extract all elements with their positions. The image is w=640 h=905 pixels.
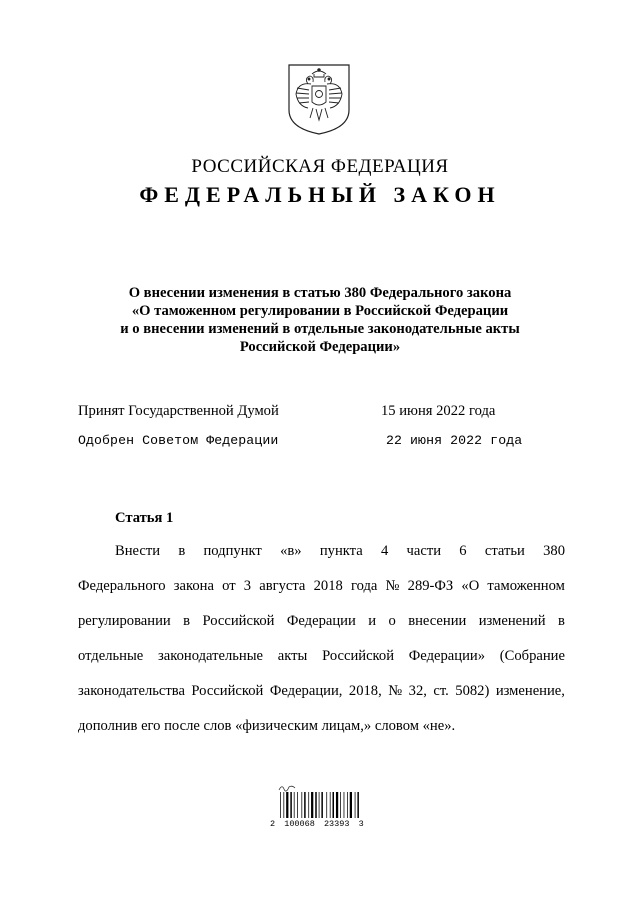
word: 3 xyxy=(243,578,252,594)
word: 2018 xyxy=(313,578,343,594)
barcode-bar xyxy=(304,792,306,818)
barcode-bar xyxy=(290,792,292,818)
word: (Собрание xyxy=(499,648,565,664)
word: подпункт xyxy=(203,543,262,559)
word: Российской xyxy=(202,613,275,629)
word: изменение, xyxy=(495,683,565,699)
word: от xyxy=(222,578,236,594)
word: в xyxy=(183,613,191,629)
word: 289-ФЗ xyxy=(407,578,454,594)
word: 6 xyxy=(459,543,467,559)
word: августа xyxy=(259,578,306,594)
barcode-bar xyxy=(333,792,335,818)
barcode-bar xyxy=(315,792,317,818)
barcode-bar xyxy=(330,792,331,818)
article-heading: Статья 1 xyxy=(115,510,174,526)
barcode-bar xyxy=(311,792,313,818)
article-line-last: дополнив его после слов «физическим лицам,» словом «не». xyxy=(78,718,456,734)
barcode-digits xyxy=(270,819,370,829)
barcode-bar xyxy=(336,792,338,818)
word: части xyxy=(406,543,442,559)
word: 5082) xyxy=(455,683,490,699)
word: 4 xyxy=(380,543,389,559)
law-title-line: Российской Федерации» xyxy=(239,339,401,355)
barcode-bar xyxy=(319,792,320,818)
barcode-bar xyxy=(355,792,356,818)
barcode-bar xyxy=(344,792,345,818)
law-title xyxy=(0,284,640,356)
adoption-date: 22 июня 2022 года xyxy=(386,433,523,448)
country-name: РОССИЙСКАЯ ФЕДЕРАЦИЯ xyxy=(191,156,449,177)
word: законодательные xyxy=(158,648,263,664)
barcode-bar xyxy=(347,792,348,818)
barcode-bar xyxy=(301,792,302,818)
word: пункта xyxy=(319,543,363,559)
barcode-bar xyxy=(357,792,359,818)
word: таможенном xyxy=(487,578,565,594)
word: Федерации xyxy=(286,613,356,629)
word: акты xyxy=(277,648,308,664)
barcode-bar xyxy=(297,792,298,818)
word: «в» xyxy=(280,543,302,559)
barcode-bar xyxy=(294,792,295,818)
barcode-bar xyxy=(350,792,352,818)
word: регулировании xyxy=(78,613,171,629)
word: статьи xyxy=(484,543,525,559)
adoption-label: Одобрен Советом Федерации xyxy=(78,433,279,448)
barcode-bar xyxy=(340,792,341,818)
word: 2018, xyxy=(348,683,382,699)
word: ст. xyxy=(433,683,449,699)
word: года xyxy=(350,578,378,594)
word: внесении xyxy=(408,613,467,629)
word: 380 xyxy=(543,543,565,559)
word: в xyxy=(178,543,186,559)
article-first-line xyxy=(115,543,565,560)
barcode-digit-group: 23393 xyxy=(323,819,350,829)
word: Внести xyxy=(115,543,161,559)
law-title-line: «О таможенном регулировании в Российской Федерации xyxy=(131,303,509,319)
word: закона xyxy=(173,578,214,594)
word: Федерации» xyxy=(408,648,485,664)
word: отдельные xyxy=(78,648,144,664)
word: законодательства xyxy=(78,683,185,699)
law-title-line: О внесении изменения в статью 380 Федерального закона xyxy=(128,285,512,301)
word: № xyxy=(385,578,400,594)
law-title-line: и о внесении изменений в отдельные законодательные акты xyxy=(120,321,520,337)
word: «О xyxy=(461,578,480,594)
word: изменений xyxy=(478,613,546,629)
barcode-bar xyxy=(286,792,288,818)
word: в xyxy=(558,613,565,629)
barcode-bar xyxy=(280,792,281,818)
word: Федерального xyxy=(78,578,166,594)
barcode-bar xyxy=(308,792,309,818)
word: и xyxy=(368,613,377,629)
word: Российской xyxy=(322,648,395,664)
adoption-date: 15 июня 2022 года xyxy=(381,403,496,419)
barcode-bar xyxy=(283,792,284,818)
barcode-digit-group: 2 xyxy=(270,819,276,829)
barcode-digit-group: 3 xyxy=(358,819,364,829)
article-line xyxy=(78,648,565,665)
adoption-label: Принят Государственной Думой xyxy=(78,403,279,419)
article-line xyxy=(78,683,565,700)
word: Российской xyxy=(191,683,264,699)
word: о xyxy=(388,613,396,629)
article-line xyxy=(78,613,565,630)
barcode-digit-group: 100068 xyxy=(284,819,315,829)
word: № xyxy=(388,683,403,699)
barcode-bar xyxy=(321,792,323,818)
document-type: ФЕДЕРАЛЬНЫЙ ЗАКОН xyxy=(139,182,501,207)
word: 32, xyxy=(408,683,427,699)
barcode-bar xyxy=(326,792,327,818)
word: Федерации, xyxy=(269,683,343,699)
coat-of-arms-icon xyxy=(286,62,352,136)
article-line xyxy=(78,578,565,595)
